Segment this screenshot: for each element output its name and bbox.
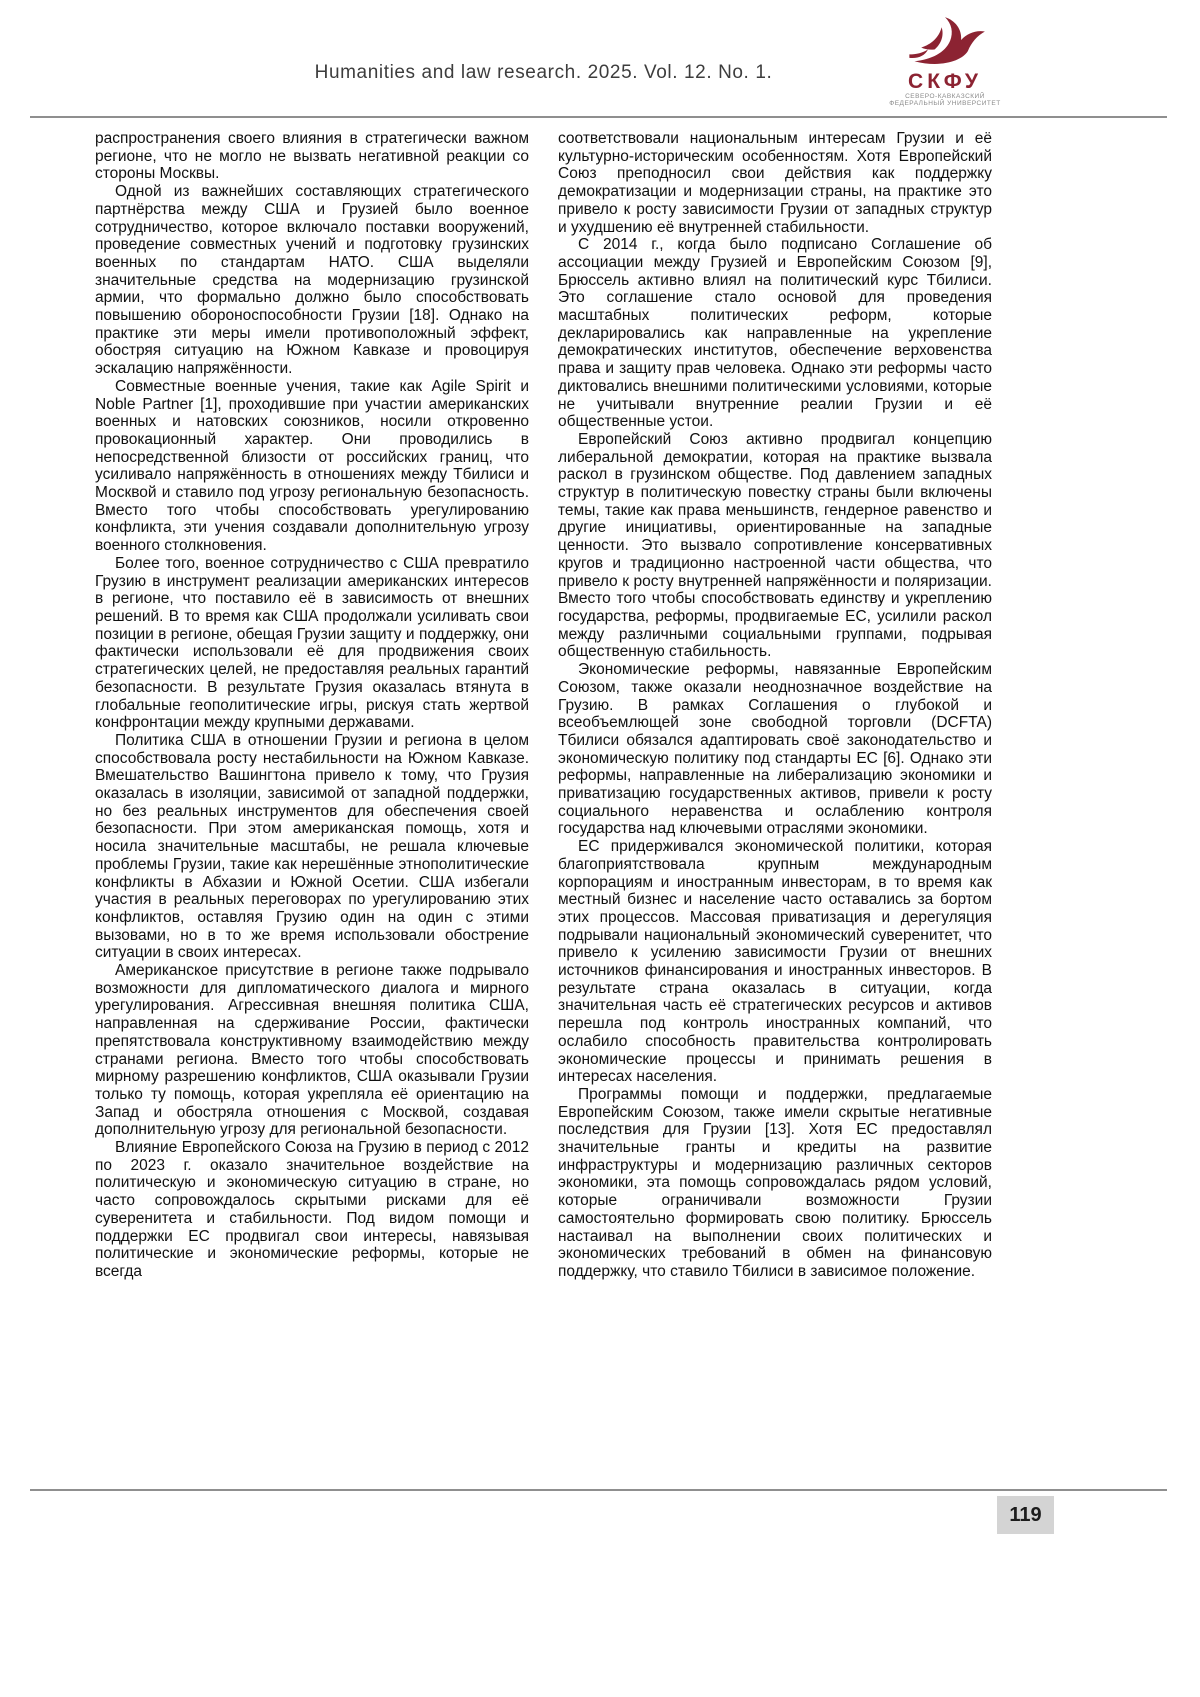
paragraph: Экономические реформы, навязанные Европейским Союзом, также оказали неоднозначное воздействие на Грузию. В рамках Соглашения о глубокой и всеобъемлющей зоне свободной торговли (DCFTA) Тбилиси обязался адаптировать своё законодательство и экономическую политику под стандарты ЕС [6]. Однако эти реформы, направленные на либерализацию экономики и приватизацию государственных активов, привели к росту социального неравенства и ослаблению контроля государства над ключевыми отраслями экономики. [558, 661, 992, 838]
paragraph: Программы помощи и поддержки, предлагаемые Европейским Союзом, также имели скрытые негативные последствия для Грузии [13]. Хотя ЕС предоставлял значительные гранты и кредиты на развитие инфраструктуры и модернизацию различных секторов экономики, эта помощь сопровождалась рядом условий, которые ограничивали возможности Грузии самостоятельно формировать свою политику. Брюссель настаивал на выполнении своих политических и экономических требований в обмен на финансовую поддержку, что ставило Тбилиси в зависимое положение. [558, 1085, 992, 1280]
logo-subtitle-line2: ФЕДЕРАЛЬНЫЙ УНИВЕРСИТЕТ [889, 100, 1001, 108]
article-body [95, 130, 992, 1281]
paragraph: ЕС придерживался экономической политики, которая благоприятствовала крупным международным корпорациям и иностранным инвесторам, в то время как местный бизнес и население часто оставались за бортом этих процессов. Массовая приватизация и дерегуляция подрывали национальный экономический суверенитет, что привело к усилению зависимости Грузии от внешних источников финансирования и иностранных инвесторов. В результате страна оказалась в ситуации, когда значительная часть её стратегических ресурсов и активов перешла под контроль иностранных компаний, что ослабило способность правительства контролировать экономические процессы и принимать решения в интересах населения. [558, 838, 992, 1086]
paragraph: Политика США в отношении Грузии и региона в целом способствовала росту нестабильности на Южном Кавказе. Вмешательство Вашингтона привело к тому, что Грузия оказалась в изоляции, зависимой от западной поддержки, но без реальных инструментов для обеспечения своей безопасности. При этом американская помощь, хотя и носила значительные масштабы, не решала ключевые проблемы Грузии, такие как нерешённые этнополитические конфликты в Абхазии и Южной Осетии. США избегали участия в реальных переговорах по урегулированию этих конфликтов, оставляя Грузию один на один с этими вызовами, но в то же время использовали обострение ситуации в своих интересах. [95, 731, 529, 962]
column-right [558, 130, 992, 1281]
journal-header-title: Humanities and law research. 2025. Vol. 12. No. 1. [314, 62, 773, 83]
paragraph: Совместные военные учения, такие как Agile Spirit и Noble Partner [1], проходившие при участии американских военных и натовских союзников, носили откровенно провокационный характер. Они проводились в непосредственной близости от российских границ, что усиливало напряжённость в отношениях между Тбилиси и Москвой и ставило под угрозу региональную безопасность. Вместо того чтобы способствовать урегулированию конфликта, эти учения создавали дополнительную угрозу военного столкновения. [95, 377, 529, 555]
footer-divider [30, 1489, 1167, 1491]
paragraph: Европейский Союз активно продвигал концепцию либеральной демократии, которая на практике вызвала раскол в грузинском обществе. Под давлением западных структур в политическую повестку страны были включены темы, такие как права меньшинств, гендерное равенство и другие инициативы, ориентированные на западные ценности. Это вызвало сопротивление консервативных кругов и традиционно настроенной части общества, что привело к росту внутренней напряжённости и поляризации. Вместо того чтобы способствовать единству и укреплению государства, реформы, продвигаемые ЕС, усилили раскол между различными социальными группами, подрывая общественную стабильность. [558, 430, 992, 661]
paragraph: Одной из важнейших составляющих стратегического партнёрства между США и Грузией было военное сотрудничество, которое включало поставки вооружений, проведение совместных учений и подготовку грузинских военных по стандартам НАТО. США выделяли значительные средства на модернизацию грузинской армии, что формально должно было способствовать повышению обороноспособности Грузии [18]. Однако на практике эти меры имели противоположный эффект, обостряя ситуацию на Южном Кавказе и провоцируя эскалацию напряжённости. [95, 183, 529, 378]
paragraph: распространения своего влияния в стратегически важном регионе, что не могло не вызвать негативной реакции со стороны Москвы. [95, 130, 529, 183]
paragraph: С 2014 г., когда было подписано Соглашение об ассоциации между Грузией и Европейским Союзом [9], Брюссель активно влиял на политический курс Тбилиси. Это соглашение стало основой для проведения масштабных политических реформ, которые декларировались как направленные на укрепление демократических институтов, обеспечение верховенства права и защиту прав человека. Однако эти реформы часто диктовались внешними политическими условиями, которые не учитывали внутренние реалии Грузии и её общественные устои. [558, 236, 992, 431]
paragraph: Американское присутствие в регионе также подрывало возможности для дипломатического диалога и мирного урегулирования. Агрессивная внешняя политика США, направленная на сдерживание России, фактически препятствовала конструктивному взаимодействию между странами региона. Вместо того чтобы способствовать мирному разрешению конфликтов, США оказывали Грузии только ту помощь, которая укрепляла её ориентацию на Запад и обостряла отношения с Москвой, создавая дополнительную угрозу для региональной безопасности. [95, 962, 529, 1139]
logo-acronym: СКФУ [908, 70, 982, 93]
page-number: 119 [997, 1496, 1054, 1534]
eagle-logo-icon [880, 12, 1010, 68]
logo-subtitle-line1: СЕВЕРО-КАВКАЗСКИЙ [905, 93, 985, 101]
paragraph: соответствовали национальным интересам Грузии и её культурно-историческим особенностям. Хотя Европейский Союз преподносил свои действия как поддержку демократизации и модернизации страны, на практике это привело к росту зависимости Грузии от западных структур и ухудшению её внутренней стабильности. [558, 130, 992, 236]
university-logo [880, 12, 1010, 107]
column-left [95, 130, 529, 1281]
paragraph: Более того, военное сотрудничество с США превратило Грузию в инструмент реализации американских интересов в регионе, что поставило её в зависимость от внешних решений. В то время как США продолжали усиливать свои позиции в регионе, обещая Грузии защиту и поддержку, они фактически использовали её для продвижения своих стратегических целей, не предоставляя реальных гарантий безопасности. В результате Грузия оказалась втянута в глобальные геополитические игры, рискуя стать жертвой конфронтации между крупными державами. [95, 554, 529, 732]
paragraph: Влияние Европейского Союза на Грузию в период с 2012 по 2023 г. оказало значительное воздействие на политическую и экономическую ситуацию в стране, но часто сопровождалось скрытыми рисками для её суверенитета и стабильности. Под видом помощи и поддержки ЕС продвигал свои интересы, навязывая политические и экономические реформы, которые не всегда [95, 1139, 529, 1280]
header-divider [30, 116, 1167, 118]
